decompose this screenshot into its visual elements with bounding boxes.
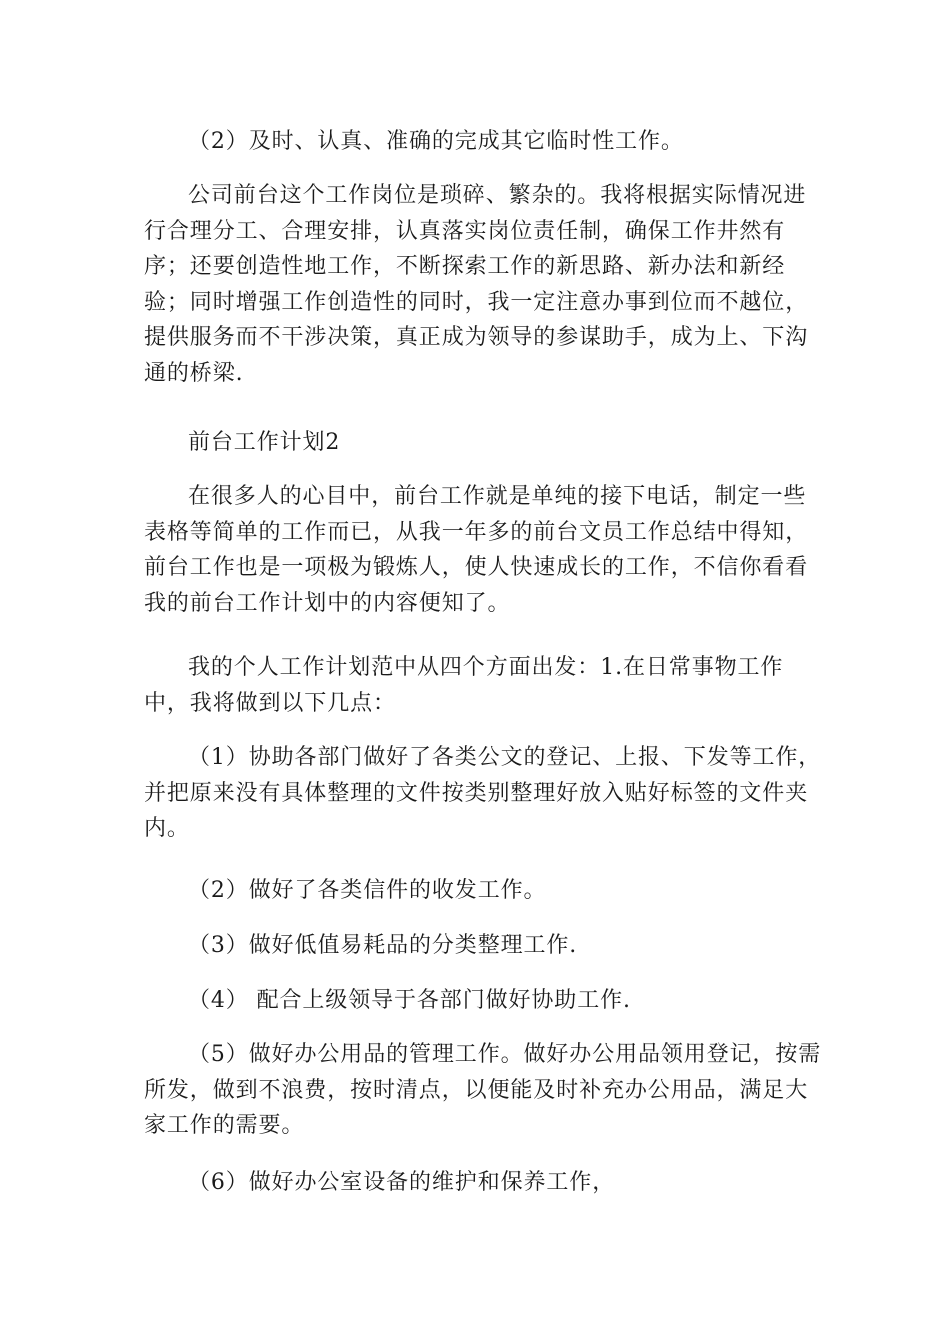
section-heading: 前台工作计划2 <box>188 430 341 455</box>
paragraph-4: 我的个人工作计划范中从四个方面出发：1.在日常事物工作中，我将做到以下几点： <box>144 655 784 716</box>
list-item-3: （3）做好低值易耗品的分类整理工作. <box>188 933 578 958</box>
paragraph-3: 在很多人的心目中，前台工作就是单纯的接下电话，制定一些表格等简单的工作而已，从我一年多的前台文员工作总结中得知，前台工作也是一项极为锻炼人，使人快速成长的工作，不信你看看我的前台工作计划中的内容便知了。 <box>144 484 809 616</box>
list-item-1: （1）协助各部门做好了各类公文的登记、上报、下发等工作，并把原来没有具体整理的文件按类别整理好放入贴好标签的文件夹内。 <box>144 745 822 841</box>
list-item-2: （2）做好了各类信件的收发工作。 <box>188 878 547 903</box>
list-item-6: （6）做好办公室设备的维护和保养工作， <box>188 1170 616 1195</box>
list-item-4: （4） 配合上级领导于各部门做好协助工作. <box>188 988 631 1013</box>
paragraph-1: （2）及时、认真、准确的完成其它临时性工作。 <box>188 129 684 154</box>
list-item-5: （5）做好办公用品的管理工作。做好办公用品领用登记，按需所发，做到不浪费，按时清点，以便能及时补充办公用品，满足大家工作的需要。 <box>144 1042 822 1138</box>
paragraph-2: 公司前台这个工作岗位是琐碎、繁杂的。我将根据实际情况进行合理分工、合理安排，认真落实岗位责任制，确保工作井然有序；还要创造性地工作，不断探索工作的新思路、新办法和新经验；同时增强工作创造性的同时，我一定注意办事到位而不越位，提供服务而不干涉决策，真正成为领导的参谋助手，成为上、下沟通的桥梁. <box>144 183 809 386</box>
